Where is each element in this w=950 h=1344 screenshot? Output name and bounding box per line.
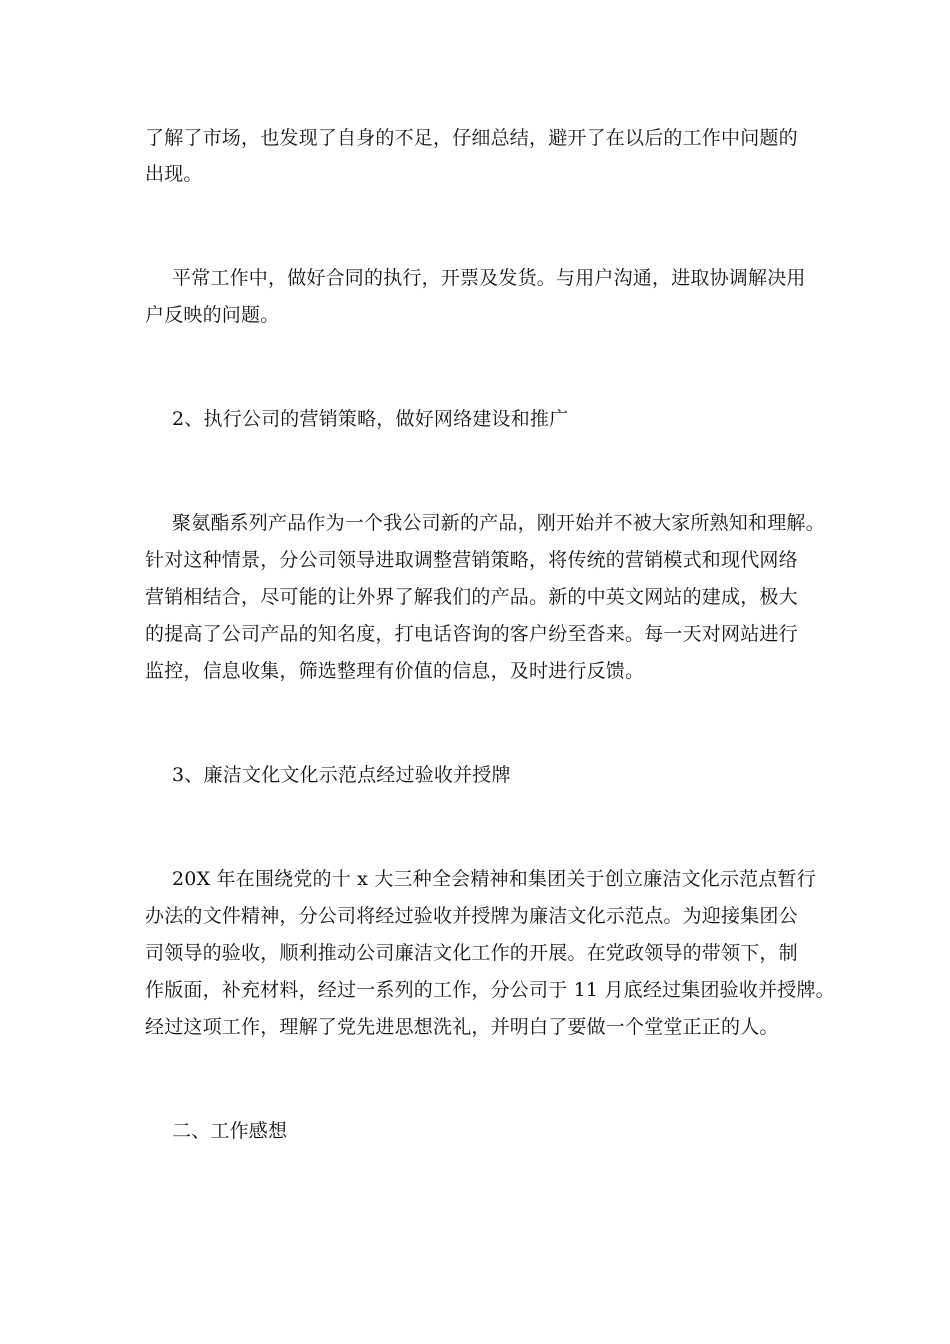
paragraph-3-line-5: 监控，信息收集，筛选整理有价值的信息，及时进行反馈。: [145, 660, 645, 682]
paragraph-4-line-4: 作版面，补充材料，经过一系列的工作，分公司于 11 月底经过集团验收并授牌。: [145, 979, 835, 1001]
paragraph-3-line-4: 的提高了公司产品的知名度，打电话咨询的客户纷至沓来。每一天对网站进行: [145, 623, 798, 645]
heading-integrity-culture: 3、廉洁文化文化示范点经过验收并授牌: [172, 764, 511, 786]
section-heading-work-reflections: 二、工作感想: [172, 1120, 288, 1142]
paragraph-1-line-2: 出现。: [145, 163, 203, 185]
paragraph-2-line-2: 户反映的问题。: [145, 304, 280, 326]
paragraph-1-line-1: 了解了市场，也发现了自身的不足，仔细总结，避开了在以后的工作中问题的: [145, 127, 798, 149]
paragraph-3-line-3: 营销相结合，尽可能的让外界了解我们的产品。新的中英文网站的建成，极大: [145, 586, 798, 608]
paragraph-4-line-3: 司领导的验收，顺利推动公司廉洁文化工作的开展。在党政领导的带领下，制: [145, 942, 798, 964]
paragraph-4-line-1: 20X 年在围绕党的十 x 大三种全会精神和集团关于创立廉洁文化示范点暂行: [172, 868, 816, 890]
paragraph-3-line-2: 针对这种情景，分公司领导进取调整营销策略，将传统的营销模式和现代网络: [145, 549, 798, 571]
paragraph-4-line-2: 办法的文件精神，分公司将经过验收并授牌为廉洁文化示范点。为迎接集团公: [145, 905, 798, 927]
paragraph-2-line-1: 平常工作中，做好合同的执行，开票及发货。与用户沟通，进取协调解决用: [172, 267, 806, 289]
heading-execute-marketing-strategy: 2、执行公司的营销策略，做好网络建设和推广: [172, 408, 569, 430]
paragraph-4-line-5: 经过这项工作，理解了党先进思想洗礼，并明白了要做一个堂堂正正的人。: [145, 1016, 779, 1038]
paragraph-3-line-1: 聚氨酯系列产品作为一个我公司新的产品，刚开始并不被大家所熟知和理解。: [172, 512, 825, 534]
